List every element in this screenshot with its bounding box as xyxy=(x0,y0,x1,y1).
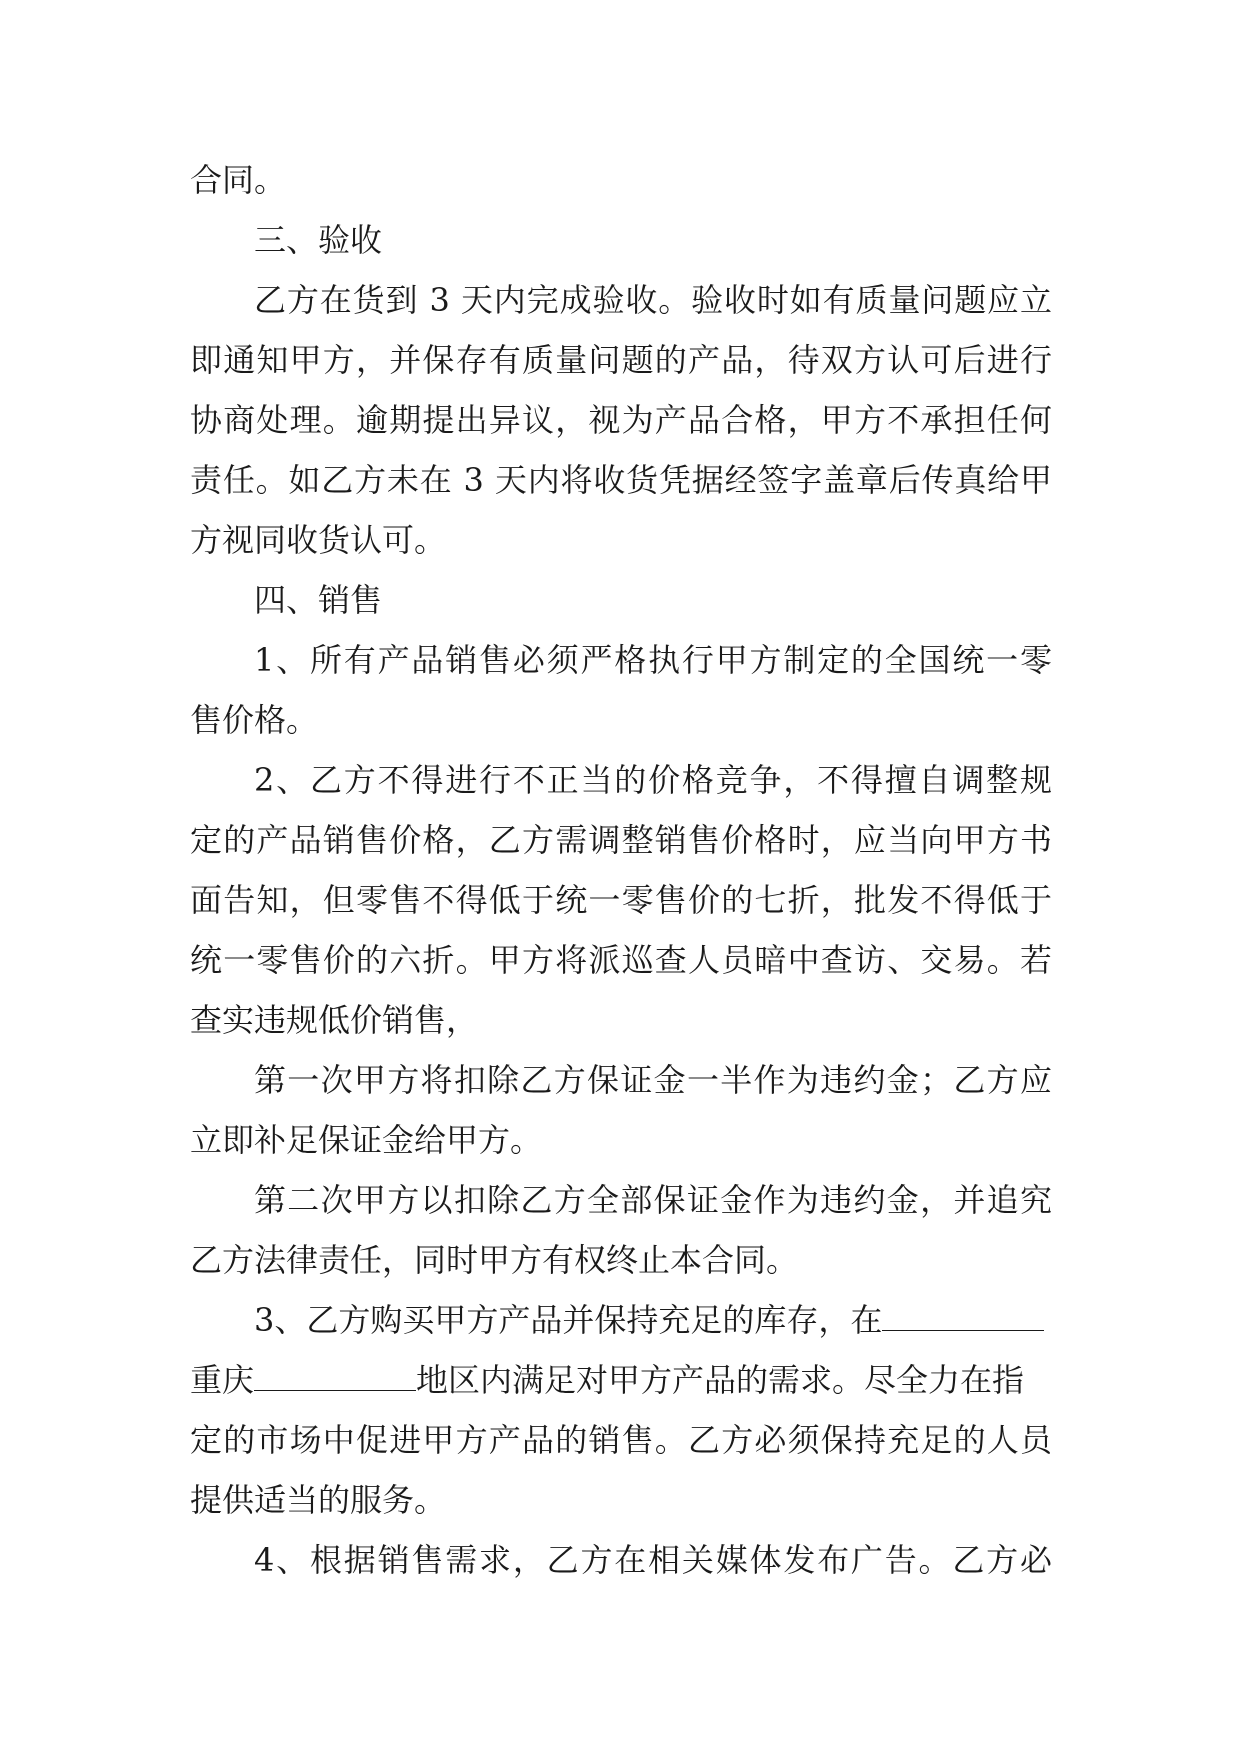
text-line: 四、销售 xyxy=(254,581,383,619)
text-line: 即通知甲方，并保存有质量问题的产品，待双方认可后进行 xyxy=(190,341,1052,379)
text-line: 面告知，但零售不得低于统一零售价的七折，批发不得低于 xyxy=(190,881,1052,919)
document-page xyxy=(190,150,1052,1590)
text-line: 查实违规低价销售， xyxy=(190,1001,479,1039)
paragraph-block xyxy=(190,150,1052,1290)
text-line: 售价格。 xyxy=(190,701,319,739)
text-line: 乙方在货到 3 天内完成验收。验收时如有质量问题应立 xyxy=(254,281,1052,319)
text-line-with-blank xyxy=(190,1290,1052,1350)
text-line: 2、乙方不得进行不正当的价格竞争，不得擅自调整规 xyxy=(254,761,1052,799)
text-line: 合同。 xyxy=(190,161,287,199)
text-line: 责任。如乙方未在 3 天内将收货凭据经签字盖章后传真给甲 xyxy=(190,461,1052,499)
text-line: 统一零售价的六折。甲方将派巡查人员暗中查访、交易。若 xyxy=(190,941,1052,979)
fill-in-blank[interactable] xyxy=(882,1294,1044,1331)
text-line: 第一次甲方将扣除乙方保证金一半作为违约金；乙方应 xyxy=(254,1061,1052,1099)
fill-in-blank[interactable] xyxy=(254,1354,416,1391)
text-line: 方视同收货认可。 xyxy=(190,521,447,559)
text-line: 定的市场中促进甲方产品的销售。乙方必须保持充足的人员 xyxy=(190,1421,1052,1459)
text-line: 立即补足保证金给甲方。 xyxy=(190,1121,543,1159)
text-run: 重庆 xyxy=(190,1361,255,1399)
text-run: 3、乙方购买甲方产品并保持充足的库存，在 xyxy=(254,1301,883,1339)
text-run: 地区内满足对甲方产品的需求。尽全力在指 xyxy=(416,1361,1025,1399)
text-line: 三、验收 xyxy=(254,221,383,259)
paragraph-block xyxy=(190,1410,1052,1590)
text-line: 定的产品销售价格，乙方需调整销售价格时，应当向甲方书 xyxy=(190,821,1052,859)
text-line: 协商处理。逾期提出异议，视为产品合格，甲方不承担任何 xyxy=(190,401,1052,439)
text-line: 1、所有产品销售必须严格执行甲方制定的全国统一零 xyxy=(254,641,1052,679)
text-line: 乙方法律责任，同时甲方有权终止本合同。 xyxy=(190,1241,799,1279)
text-line: 第二次甲方以扣除乙方全部保证金作为违约金，并追究 xyxy=(254,1181,1052,1219)
text-line-with-blank xyxy=(190,1350,1052,1410)
text-line: 4、根据销售需求，乙方在相关媒体发布广告。乙方必 xyxy=(254,1541,1052,1579)
text-line: 提供适当的服务。 xyxy=(190,1481,447,1519)
